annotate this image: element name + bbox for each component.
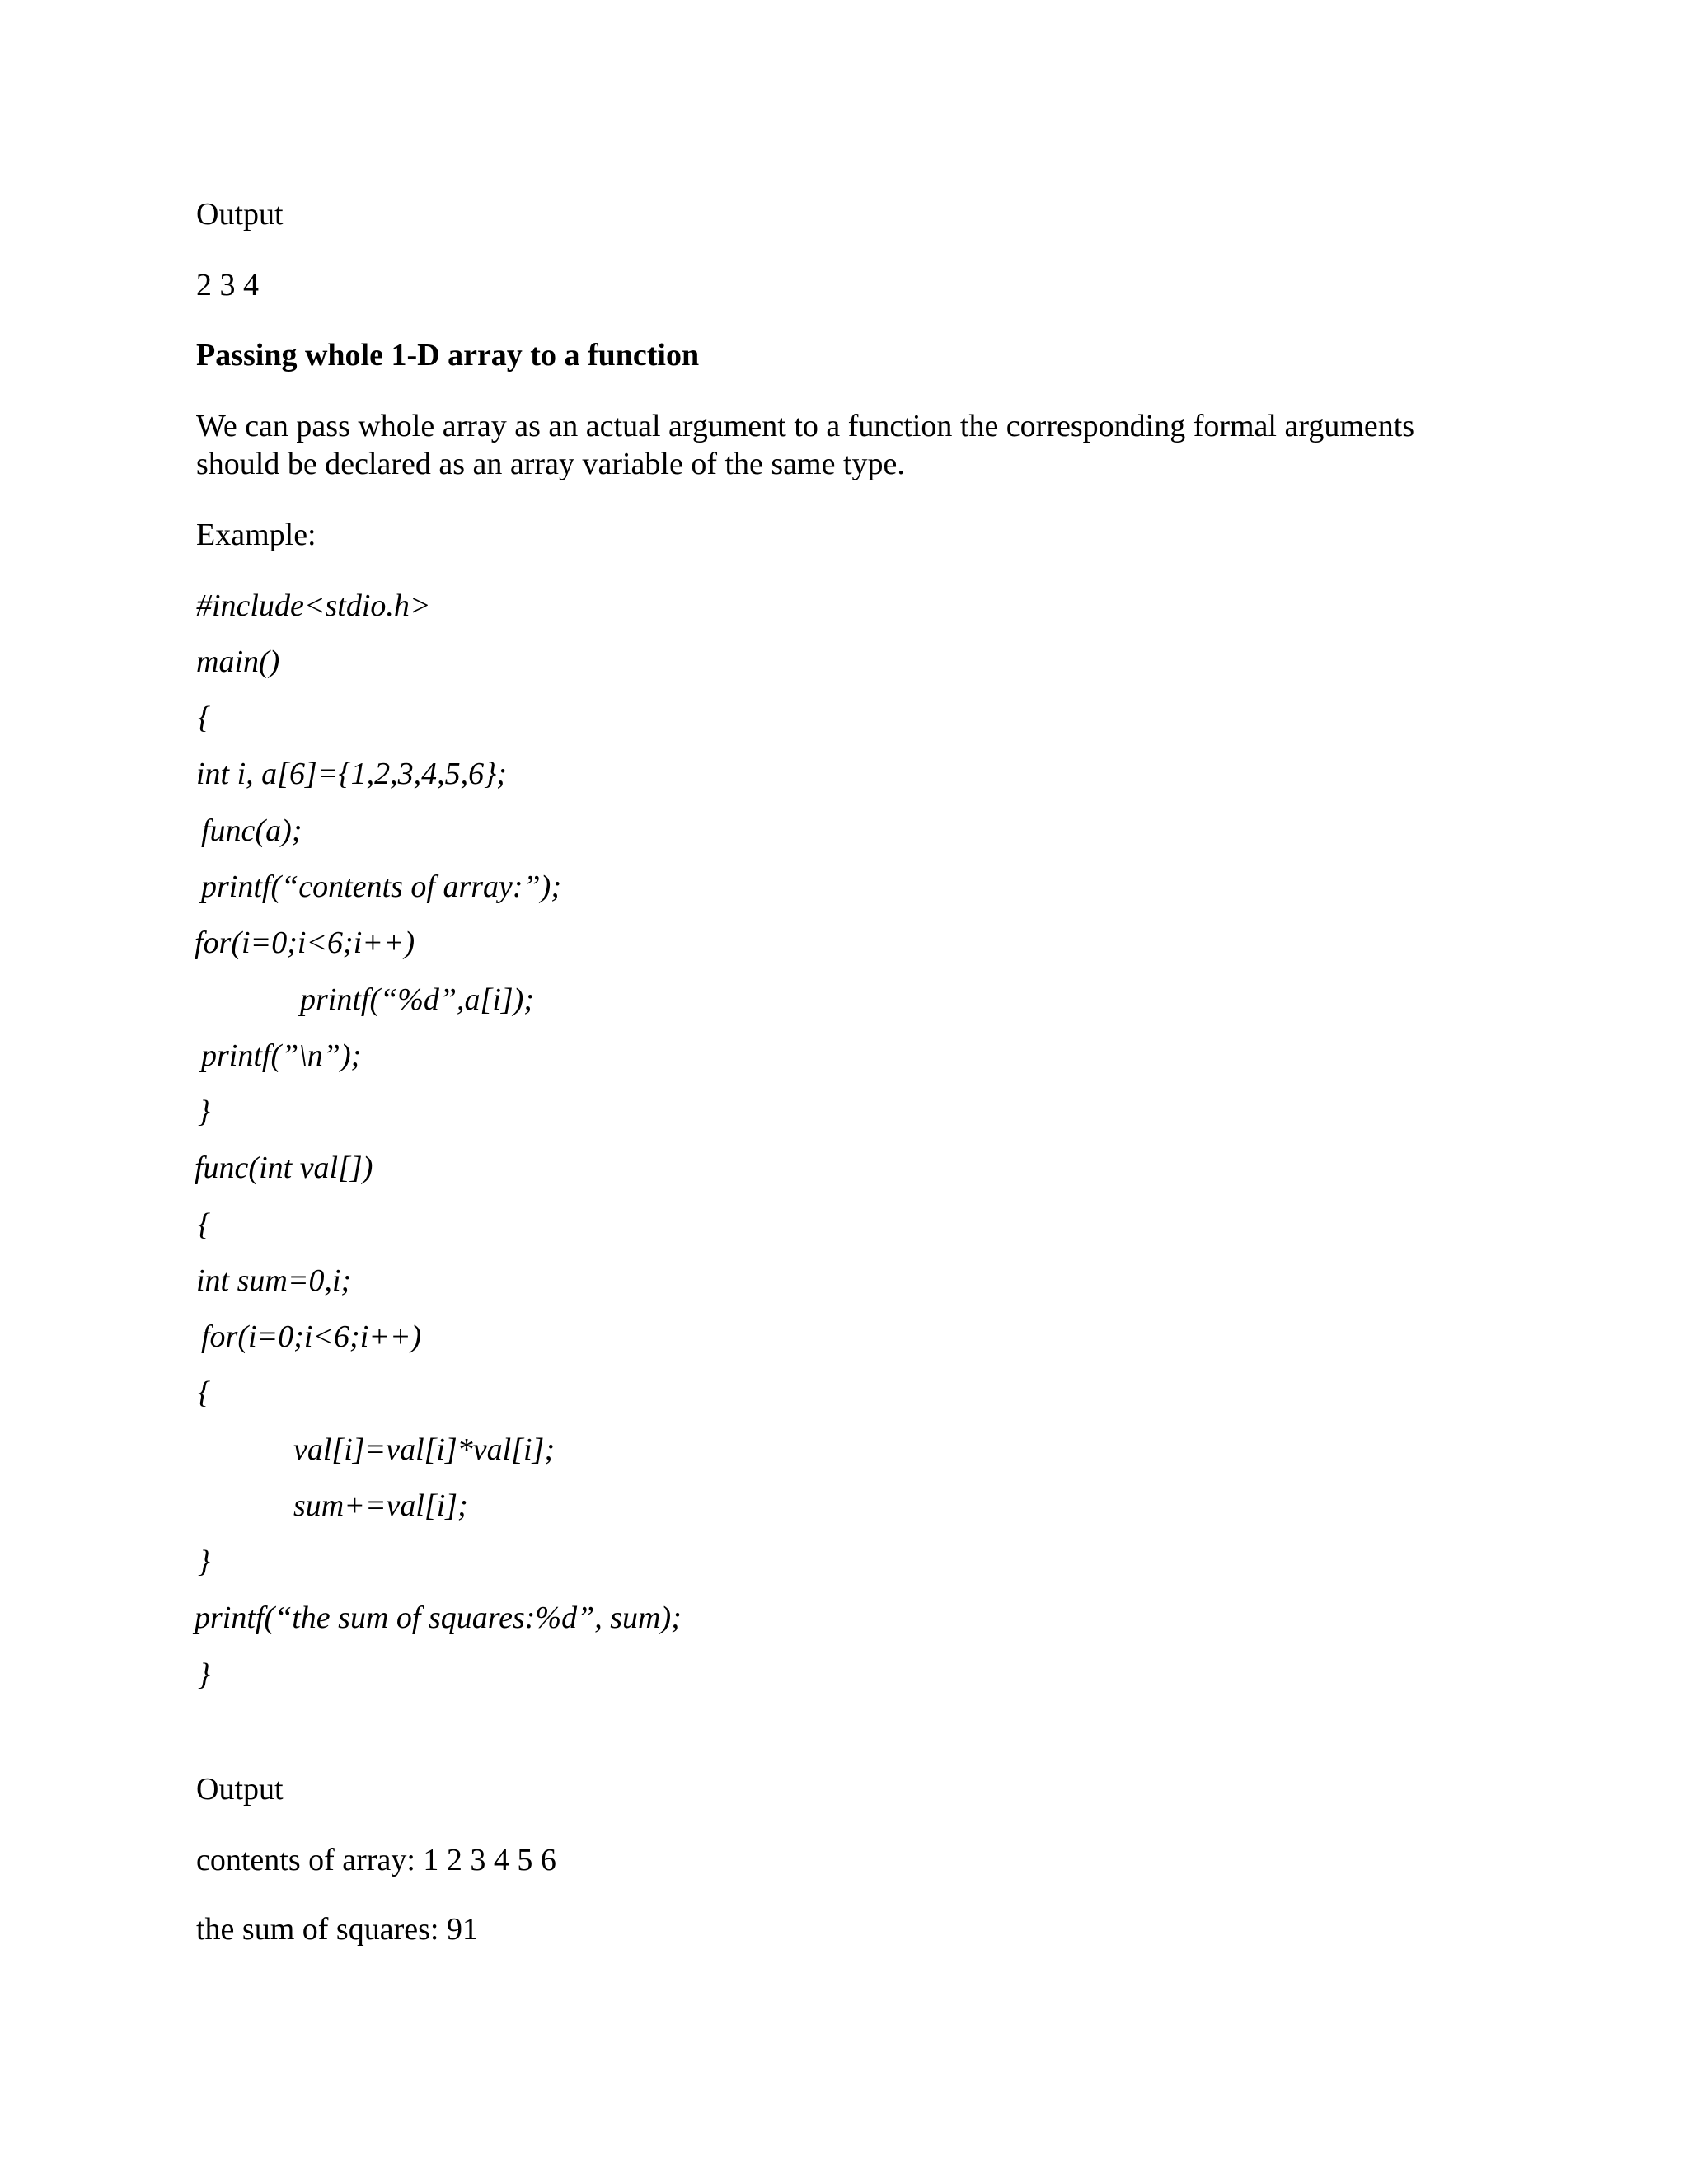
- code-line: int sum=0,i;: [196, 1263, 352, 1298]
- code-line: }: [198, 1094, 211, 1129]
- code-line: int i, a[6]={1,2,3,4,5,6};: [196, 757, 507, 791]
- code-line: for(i=0;i<6;i++): [195, 926, 415, 960]
- output-label-2: Output: [196, 1772, 284, 1807]
- code-line: {: [198, 701, 211, 735]
- code-line: printf(”\n”);: [201, 1038, 362, 1073]
- paragraph-line-1: We can pass whole array as an actual argument to a function the corresponding formal arguments: [196, 409, 1415, 443]
- example-label: Example:: [196, 518, 316, 552]
- output-label: Output: [196, 197, 284, 232]
- code-line: }: [198, 1544, 211, 1579]
- code-line: main(): [196, 644, 280, 679]
- paragraph-line-2: should be declared as an array variable of the same type.: [196, 447, 905, 481]
- section-heading: Passing whole 1-D array to a function: [196, 338, 700, 373]
- code-line: {: [198, 1207, 211, 1242]
- code-line: printf(“%d”,a[i]);: [300, 982, 534, 1017]
- output-line-1: contents of array: 1 2 3 4 5 6: [196, 1843, 556, 1877]
- code-line: val[i]=val[i]*val[i];: [293, 1432, 555, 1467]
- code-line: func(int val[]): [195, 1151, 373, 1185]
- code-line: {: [198, 1376, 211, 1410]
- output-value: 2 3 4: [196, 268, 259, 302]
- output-line-2: the sum of squares: 91: [196, 1912, 478, 1947]
- code-line: sum+=val[i];: [293, 1488, 468, 1523]
- code-line: printf(“the sum of squares:%d”, sum);: [195, 1601, 682, 1635]
- code-line: func(a);: [201, 813, 302, 848]
- code-line: printf(“contents of array:”);: [201, 869, 561, 904]
- code-line: #include<stdio.h>: [196, 588, 431, 623]
- code-line: }: [198, 1657, 211, 1692]
- code-line: for(i=0;i<6;i++): [201, 1319, 422, 1354]
